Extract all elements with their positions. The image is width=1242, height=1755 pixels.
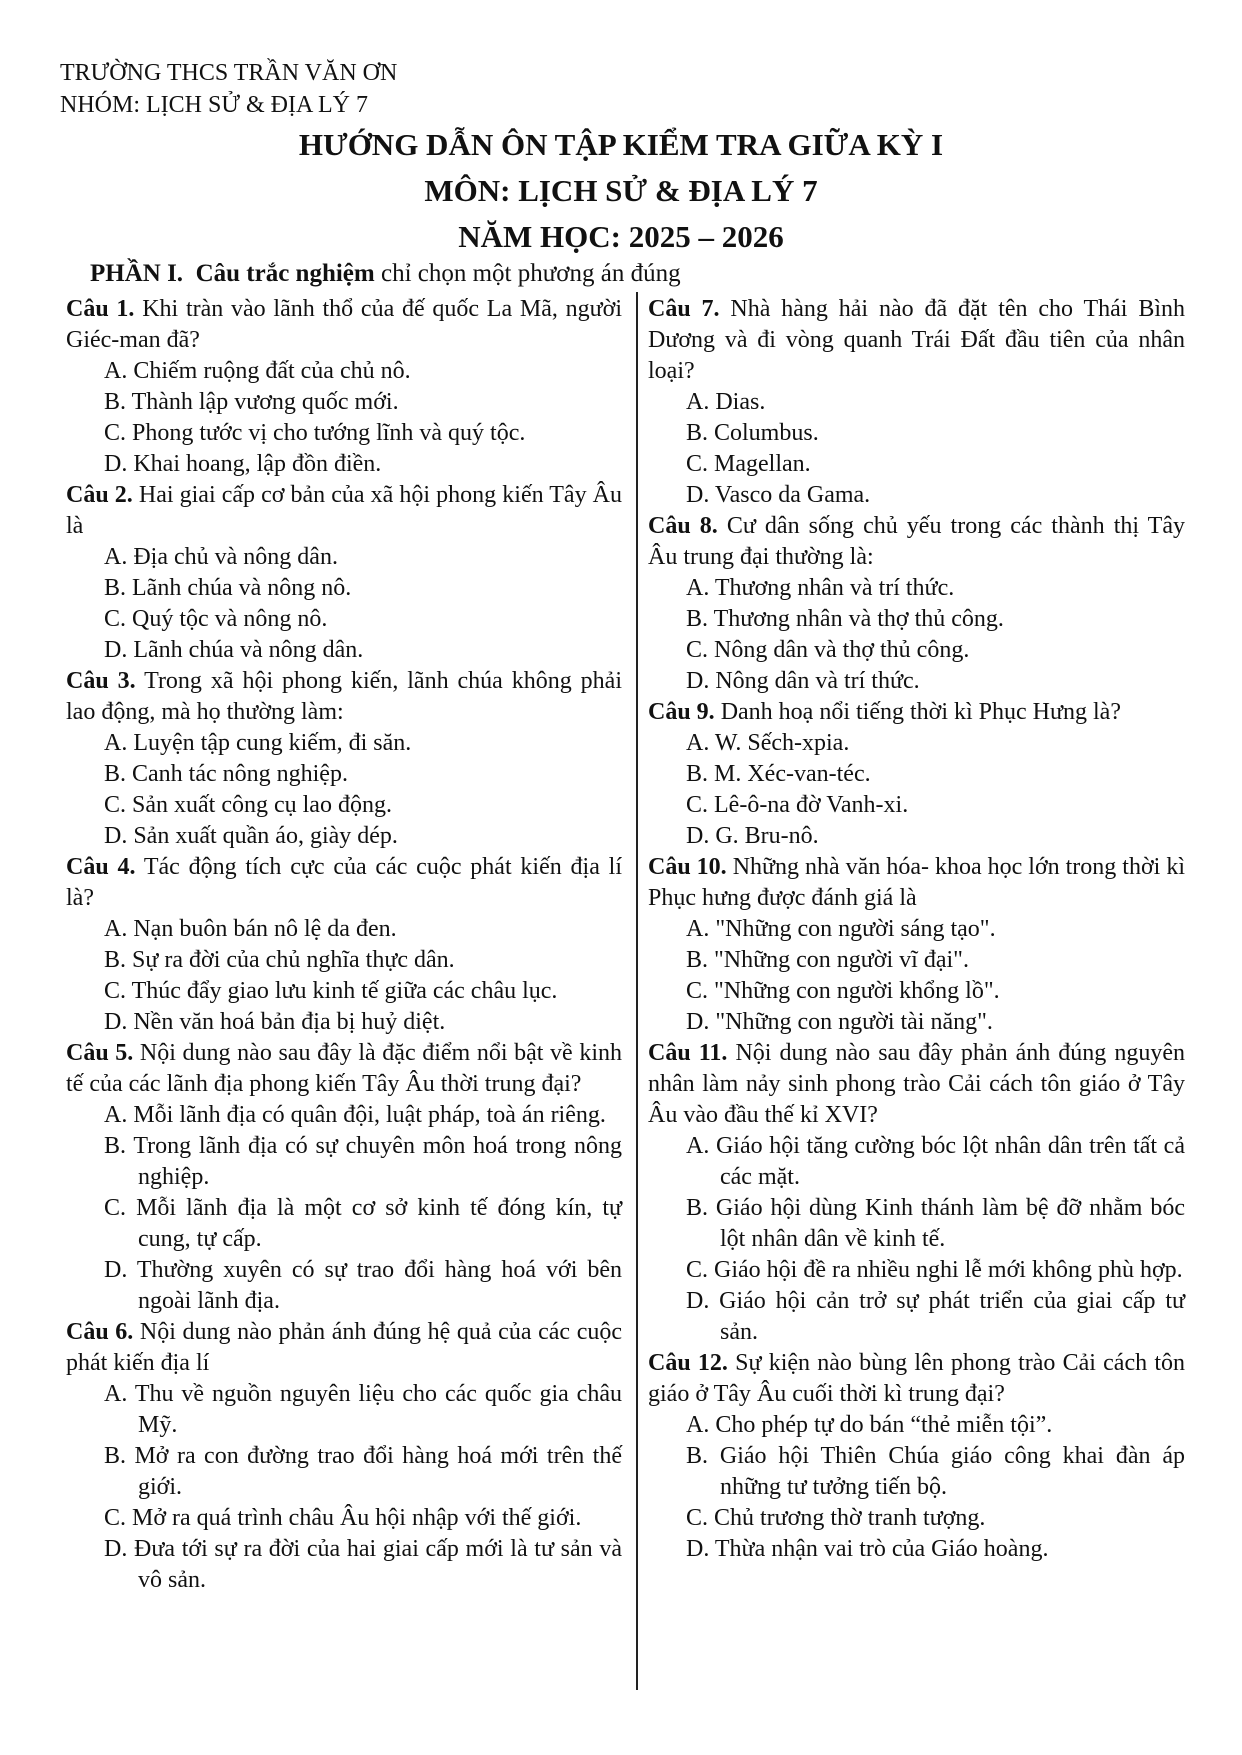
option-c: C. Thúc đẩy giao lưu kinh tế giữa các châu lục. <box>104 978 558 1004</box>
option-d: D. Sản xuất quần áo, giày dép. <box>104 823 398 849</box>
option-d: D. Khai hoang, lập đồn điền. <box>104 451 382 477</box>
option-c: C. Phong tước vị cho tướng lĩnh và quý tộc. <box>104 420 526 446</box>
question-7 <box>648 294 1185 511</box>
option-c: C. Nông dân và thợ thủ công. <box>686 637 970 663</box>
part-bold-text: Câu trắc nghiệm <box>195 260 375 287</box>
question-label: Câu 5. <box>66 1040 134 1066</box>
question-text: Những nhà văn hóa- khoa học lớn trong thời kì Phục hưng được đánh giá là <box>648 854 1185 911</box>
question-2 <box>66 480 622 666</box>
option-a: A. Luyện tập cung kiếm, đi săn. <box>104 730 412 756</box>
option-d: D. Lãnh chúa và nông dân. <box>104 637 364 663</box>
question-text: Tác động tích cực của các cuộc phát kiến địa lí là? <box>66 854 622 911</box>
option-a: A. Nạn buôn bán nô lệ da đen. <box>104 916 397 942</box>
option-d: D. Nông dân và trí thức. <box>686 668 920 694</box>
question-stem <box>66 852 622 914</box>
option-a: A. Thu về nguồn nguyên liệu cho các quốc gia châu Mỹ. <box>104 1381 622 1438</box>
question-stem <box>648 294 1185 387</box>
question-label: Câu 3. <box>66 668 136 694</box>
option-d: D. Thường xuyên có sự trao đổi hàng hoá với bên ngoài lãnh địa. <box>104 1257 622 1314</box>
subject-title: MÔN: LỊCH SỬ & ĐỊA LÝ 7 <box>424 173 818 208</box>
part-label: PHẦN I. <box>90 260 184 287</box>
option-d: D. Nền văn hoá bản địa bị huỷ diệt. <box>104 1009 446 1035</box>
question-stem <box>66 294 622 356</box>
option-b: B. Trong lãnh địa có sự chuyên môn hoá trong nông nghiệp. <box>104 1133 622 1190</box>
column-divider <box>636 292 638 1690</box>
question-10 <box>648 852 1185 1038</box>
option-c: C. Giáo hội đề ra nhiều nghi lễ mới không phù hợp. <box>686 1257 1183 1283</box>
option-a: A. Thương nhân và trí thức. <box>686 575 955 601</box>
group-name: NHÓM: LỊCH SỬ & ĐỊA LÝ 7 <box>60 92 368 118</box>
question-stem <box>66 666 622 728</box>
option-a: A. "Những con người sáng tạo". <box>686 916 996 942</box>
question-label: Câu 11. <box>648 1040 728 1066</box>
option-a: A. Địa chủ và nông dân. <box>104 544 338 570</box>
option-b: B. Mở ra con đường trao đổi hàng hoá mới trên thế giới. <box>104 1443 622 1500</box>
question-label: Câu 1. <box>66 296 135 322</box>
question-text: Nội dung nào phản ánh đúng hệ quả của các cuộc phát kiến địa lí <box>66 1319 623 1376</box>
question-9 <box>648 697 1185 852</box>
question-stem <box>66 1038 622 1100</box>
question-stem <box>648 852 1185 914</box>
option-d: D. Thừa nhận vai trò của Giáo hoàng. <box>686 1536 1049 1562</box>
question-stem <box>66 1317 622 1379</box>
question-12 <box>648 1348 1185 1565</box>
question-text: Nội dung nào sau đây là đặc điểm nổi bật về kinh tế của các lãnh địa phong kiến Tây Âu thời trung đại? <box>66 1040 623 1097</box>
option-c: C. Lê-ô-na đờ Vanh-xi. <box>686 792 909 818</box>
option-d: D. Giáo hội cản trở sự phát triển của giai cấp tư sản. <box>686 1288 1185 1345</box>
option-c: C. Quý tộc và nông nô. <box>104 606 328 632</box>
question-label: Câu 8. <box>648 513 718 539</box>
school-name: TRƯỜNG THCS TRẦN VĂN ƠN <box>60 60 398 86</box>
question-8 <box>648 511 1185 697</box>
option-c: C. Mở ra quá trình châu Âu hội nhập với thế giới. <box>104 1505 582 1531</box>
school-year: NĂM HỌC: 2025 – 2026 <box>458 219 784 254</box>
question-stem <box>648 1348 1185 1410</box>
option-a: A. Giáo hội tăng cường bóc lột nhân dân trên tất cả các mặt. <box>686 1133 1185 1190</box>
option-b: B. Giáo hội dùng Kinh thánh làm bệ đỡ nhằm bóc lột nhân dân về kinh tế. <box>686 1195 1185 1252</box>
question-text: Hai giai cấp cơ bản của xã hội phong kiến Tây Âu là <box>66 482 622 539</box>
option-c: C. Chủ trương thờ tranh tượng. <box>686 1505 986 1531</box>
question-label: Câu 4. <box>66 854 136 880</box>
question-5 <box>66 1038 622 1317</box>
question-stem <box>66 480 622 542</box>
option-c: C. Mỗi lãnh địa là một cơ sở kinh tế đóng kín, tự cung, tự cấp. <box>104 1195 622 1252</box>
option-d: D. Vasco da Gama. <box>686 482 871 508</box>
option-b: B. Lãnh chúa và nông nô. <box>104 575 352 601</box>
right-column <box>648 294 1185 1565</box>
question-3 <box>66 666 622 852</box>
question-text: Khi tràn vào lãnh thổ của đế quốc La Mã, người Giéc-man đã? <box>66 296 622 353</box>
question-4 <box>66 852 622 1038</box>
question-text: Danh hoạ nổi tiếng thời kì Phục Hưng là? <box>714 699 1121 725</box>
option-a: A. Mỗi lãnh địa có quân đội, luật pháp, toà án riêng. <box>104 1102 606 1128</box>
option-d: D. "Những con người tài năng". <box>686 1009 993 1035</box>
question-text: Sự kiện nào bùng lên phong trào Cải cách tôn giáo ở Tây Âu cuối thời kì trung đại? <box>648 1350 1185 1407</box>
question-label: Câu 10. <box>648 854 727 880</box>
question-stem <box>648 1038 1185 1131</box>
question-label: Câu 6. <box>66 1319 134 1345</box>
option-c: C. Magellan. <box>686 451 811 477</box>
question-stem <box>648 511 1185 573</box>
question-label: Câu 9. <box>648 699 715 725</box>
question-text: Nhà hàng hải nào đã đặt tên cho Thái Bình Dương và đi vòng quanh Trái Đất đầu tiên của nhân loại? <box>648 296 1185 384</box>
doc-title: HƯỚNG DẪN ÔN TẬP KIỂM TRA GIỮA KỲ I <box>298 127 944 162</box>
question-label: Câu 12. <box>648 1350 728 1376</box>
question-1 <box>66 294 622 480</box>
part-rest-text: chỉ chọn một phương án đúng <box>374 260 681 287</box>
option-a: A. Cho phép tự do bán “thẻ miễn tội”. <box>686 1412 1053 1438</box>
left-column <box>66 294 622 1596</box>
option-d: D. Đưa tới sự ra đời của hai giai cấp mới là tư sản và vô sản. <box>104 1536 622 1593</box>
option-a: A. W. Sếch-xpia. <box>686 730 850 756</box>
question-6 <box>66 1317 622 1596</box>
option-b: B. Canh tác nông nghiệp. <box>104 761 348 787</box>
question-label: Câu 7. <box>648 296 720 322</box>
option-b: B. Columbus. <box>686 420 819 446</box>
option-a: A. Chiếm ruộng đất của chủ nô. <box>104 358 411 384</box>
question-label: Câu 2. <box>66 482 133 508</box>
part-heading <box>90 259 681 289</box>
option-b: B. M. Xéc-van-téc. <box>686 761 871 787</box>
question-stem <box>648 697 1185 728</box>
option-b: B. "Những con người vĩ đại". <box>686 947 969 973</box>
option-c: C. "Những con người khổng lồ". <box>686 978 1000 1004</box>
question-text: Trong xã hội phong kiến, lãnh chúa không phải lao động, mà họ thường làm: <box>66 668 622 725</box>
option-b: B. Thương nhân và thợ thủ công. <box>686 606 1004 632</box>
question-text: Cư dân sống chủ yếu trong các thành thị Tây Âu trung đại thường là: <box>648 513 1185 570</box>
option-b: B. Thành lập vương quốc mới. <box>104 389 399 415</box>
option-a: A. Dias. <box>686 389 766 415</box>
option-b: B. Giáo hội Thiên Chúa giáo công khai đàn áp những tư tưởng tiến bộ. <box>686 1443 1185 1500</box>
question-11 <box>648 1038 1185 1348</box>
option-b: B. Sự ra đời của chủ nghĩa thực dân. <box>104 947 455 973</box>
option-d: D. G. Bru-nô. <box>686 823 819 849</box>
option-c: C. Sản xuất công cụ lao động. <box>104 792 392 818</box>
question-text: Nội dung nào sau đây phản ánh đúng nguyên nhân làm nảy sinh phong trào Cải cách tôn giáo ở Tây Âu vào đầu thế kỉ XVI? <box>648 1040 1185 1128</box>
